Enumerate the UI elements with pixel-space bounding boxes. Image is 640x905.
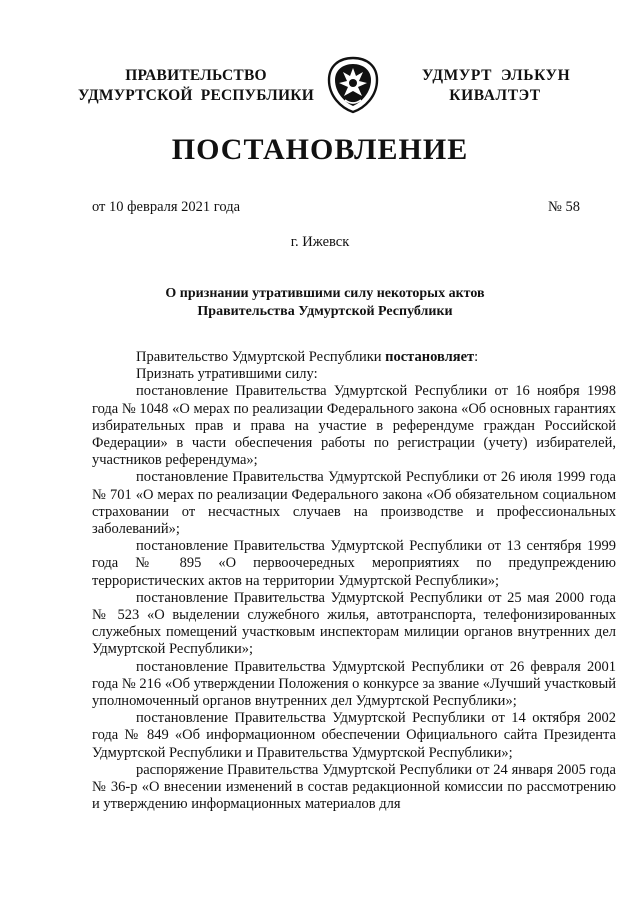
subject-line1: О признании утратившими силу некоторых актов	[165, 286, 485, 301]
body-paragraph: постановление Правительства Удмуртской Республики от 25 мая 2000 года № 523 «О выделении служебного жилья, автотранспорта, телефонизированных служебных помещений участковым инспекторам милиции органов внутренних дел Удмуртской Республики»;	[92, 589, 616, 658]
body-paragraph: распоряжение Правительства Удмуртской Республики от 24 января 2005 года № 36-р «О внесении изменений в состав редакционной комиссии по рассмотрению и утверждению информационных материалов для	[92, 761, 616, 813]
body-paragraph: постановление Правительства Удмуртской Республики от 26 июля 1999 года № 701 «О мерах по реализации Федерального закона «Об обязательном социальном страховании от несчастных случаев на производстве и профессиональных заболеваний»;	[92, 469, 616, 538]
document-city: г. Ижевск	[290, 234, 350, 250]
body-paragraph: постановление Правительства Удмуртской Республики от 16 ноября 1998 года № 1048 «О мерах по реализации Федерального закона «Об основных гарантиях избирательных прав и права на участие в референдуме граждан Российской Федерации» в части обеспечения работы по регистрации (учету) избирателей, участников референдума»;	[92, 383, 616, 469]
header-left-line2: УДМУРТСКОЙ РЕСПУБЛИКИ	[78, 87, 314, 104]
body-paragraph: постановление Правительства Удмуртской Республики от 13 сентября 1999 года № 895 «О первоочередных мероприятиях по предупреждению террористических актов на территории Удмуртской Республики»;	[92, 538, 616, 589]
intro-colon: :	[474, 349, 479, 365]
header-left-line1: ПРАВИТЕЛЬСТВО	[125, 67, 267, 84]
header-right-line1: УДМУРТ ЭЛЬКУН	[422, 67, 571, 84]
document-body	[92, 349, 616, 813]
body-paragraph: постановление Правительства Удмуртской Республики от 26 февраля 2001 года № 216 «Об утверждении Положения о конкурсе за звание «Лучший участковый уполномоченный органов внутренних дел Удмуртской Республики»;	[92, 658, 616, 710]
document-subject	[160, 285, 490, 321]
intro-keyword: постановляет	[385, 349, 475, 365]
subject-line2: Правительства Удмуртской Республики	[197, 304, 453, 319]
intro-paragraph	[92, 349, 616, 366]
document-number: № 58	[548, 199, 580, 215]
coat-of-arms-icon	[327, 56, 379, 114]
body-paragraph: Признать утратившими силу:	[136, 366, 318, 383]
header-left	[78, 66, 314, 106]
document-date: от 10 февраля 2021 года	[92, 199, 241, 215]
intro-text: Правительство Удмуртской Республики	[136, 349, 386, 365]
body-paragraph: постановление Правительства Удмуртской Республики от 14 октября 2002 года № 849 «Об информационном обеспечении Официального сайта Президента Удмуртской Республики и Правительства Удмуртской Республики»;	[92, 710, 616, 761]
document-title: ПОСТАНОВЛЕНИЕ	[171, 133, 469, 166]
header-right-line2: КИВАЛТЭТ	[449, 87, 541, 104]
header-right	[422, 66, 571, 106]
